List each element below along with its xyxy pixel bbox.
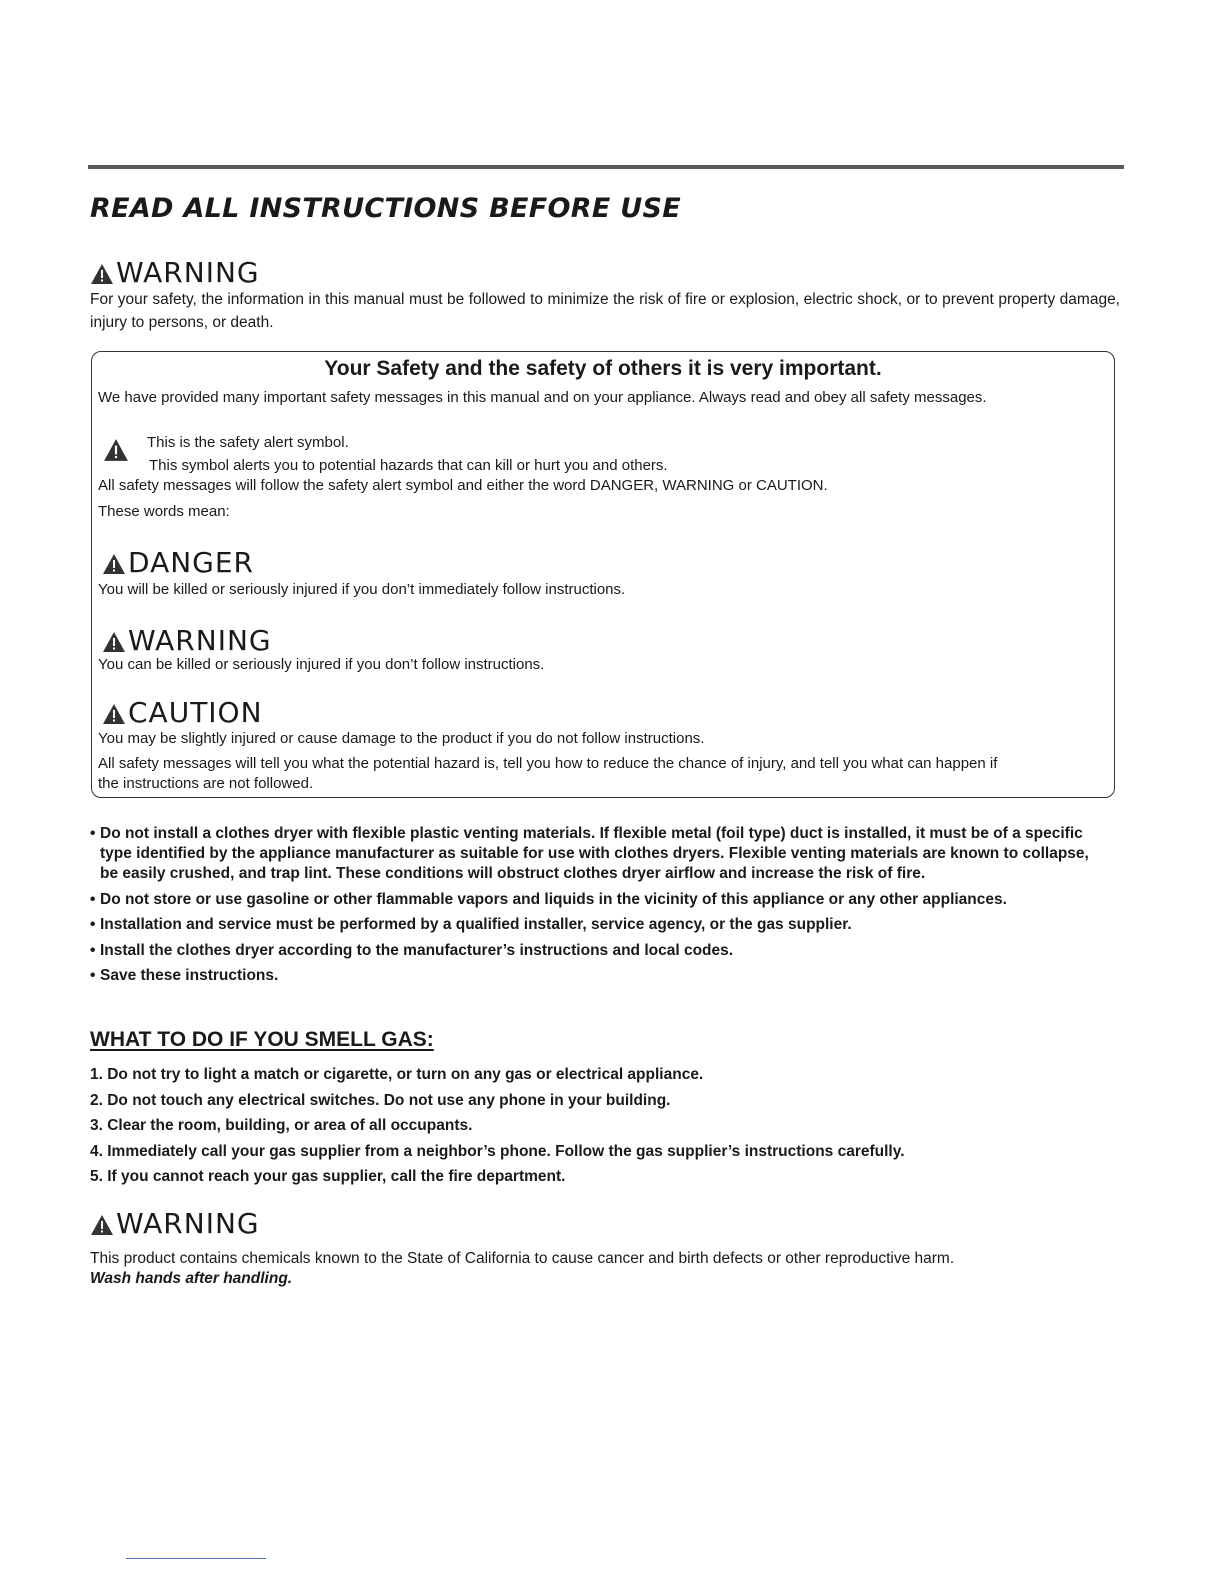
- list-item: 3. Clear the room, building, or area of all occupants.: [90, 1117, 473, 1134]
- caution-label: CAUTION: [128, 696, 263, 729]
- danger-text: You will be killed or seriously injured if you don’t immediately follow instructions.: [98, 581, 626, 598]
- warning-triangle-icon: [102, 631, 126, 653]
- top-warning-heading: [90, 256, 260, 289]
- safety-box-title: Your Safety and the safety of others it is very important.: [324, 357, 882, 380]
- top-warning-text: For your safety, the information in this manual must be followed to minimize the risk of fire or explosion, electric shock, or to prevent property damage, injury to persons, or death.: [90, 291, 1120, 331]
- list-item: • Do not store or use gasoline or other flammable vapors and liquids in the vicinity of this appliance or any other appliances.: [90, 890, 1110, 910]
- symbol-line-2: This symbol alerts you to potential hazards that can kill or hurt you and others.: [149, 457, 668, 474]
- prop65-text: This product contains chemicals known to the State of California to cause cancer and birth defects or other reproductive harm.: [90, 1250, 955, 1267]
- page-title: READ ALL INSTRUCTIONS BEFORE USE: [90, 193, 682, 224]
- top-warning-label: WARNING: [116, 256, 260, 289]
- gas-section-heading: WHAT TO DO IF YOU SMELL GAS:: [90, 1028, 434, 1051]
- danger-label: DANGER: [128, 546, 255, 579]
- symbol-line-1: This is the safety alert symbol.: [147, 434, 349, 451]
- warning-heading: [102, 624, 272, 657]
- list-item: • Save these instructions.: [90, 966, 1110, 986]
- safety-alert-symbol-icon: [103, 438, 129, 462]
- prop65-emphasis: Wash hands after handling.: [90, 1270, 293, 1287]
- list-item: • Do not install a clothes dryer with flexible plastic venting materials. If flexible metal (foil type) duct is installed, it must be of a specific type identified by the appliance manufacturer as suitable for use with clothes dryers. Flexible venting materials are known to collapse, be easily crushed, and trap lint. These conditions will obstruct clothes dryer airflow and increase the risk of fire.: [90, 824, 1110, 884]
- list-item: • Install the clothes dryer according to the manufacturer’s instructions and local codes.: [90, 941, 1110, 961]
- caution-heading: [102, 696, 263, 729]
- warning-label: WARNING: [128, 624, 272, 657]
- footer-rule: [126, 1558, 266, 1559]
- warning-triangle-icon: [90, 1214, 114, 1236]
- warning-triangle-icon: [90, 263, 114, 285]
- gas-steps-list: [90, 1065, 905, 1193]
- prop65-warning-heading: [90, 1207, 260, 1240]
- closing-line-1: All safety messages will tell you what the potential hazard is, tell you how to reduce the chance of injury, and tell you what can happen if: [98, 755, 998, 772]
- danger-heading: [102, 546, 255, 579]
- prop65-warning-label: WARNING: [116, 1207, 260, 1240]
- list-item: 5. If you cannot reach your gas supplier, call the fire department.: [90, 1168, 566, 1185]
- warning-text: You can be killed or seriously injured if you don’t follow instructions.: [98, 656, 545, 673]
- list-item: 1. Do not try to light a match or cigarette, or turn on any gas or electrical appliance.: [90, 1066, 704, 1083]
- safety-bullet-list: [90, 824, 1110, 992]
- list-item: 2. Do not touch any electrical switches. Do not use any phone in your building.: [90, 1091, 671, 1109]
- caution-text: You may be slightly injured or cause damage to the product if you do not follow instructions.: [98, 730, 705, 747]
- list-item: • Installation and service must be performed by a qualified installer, service agency, or the gas supplier.: [90, 915, 1110, 935]
- symbol-line-3: All safety messages will follow the safety alert symbol and either the word DANGER, WARNING or CAUTION.: [98, 477, 828, 494]
- safety-box-intro: We have provided many important safety messages in this manual and on your appliance. Always read and obey all safety messages.: [98, 389, 987, 406]
- list-item: 4. Immediately call your gas supplier from a neighbor’s phone. Follow the gas supplier’s instructions carefully.: [90, 1142, 905, 1160]
- top-divider: [88, 165, 1124, 169]
- caution-triangle-icon: [102, 703, 126, 725]
- words-mean-line: These words mean:: [98, 503, 230, 520]
- danger-triangle-icon: [102, 553, 126, 575]
- safety-info-box: [91, 351, 1115, 798]
- closing-line-2: the instructions are not followed.: [98, 775, 314, 792]
